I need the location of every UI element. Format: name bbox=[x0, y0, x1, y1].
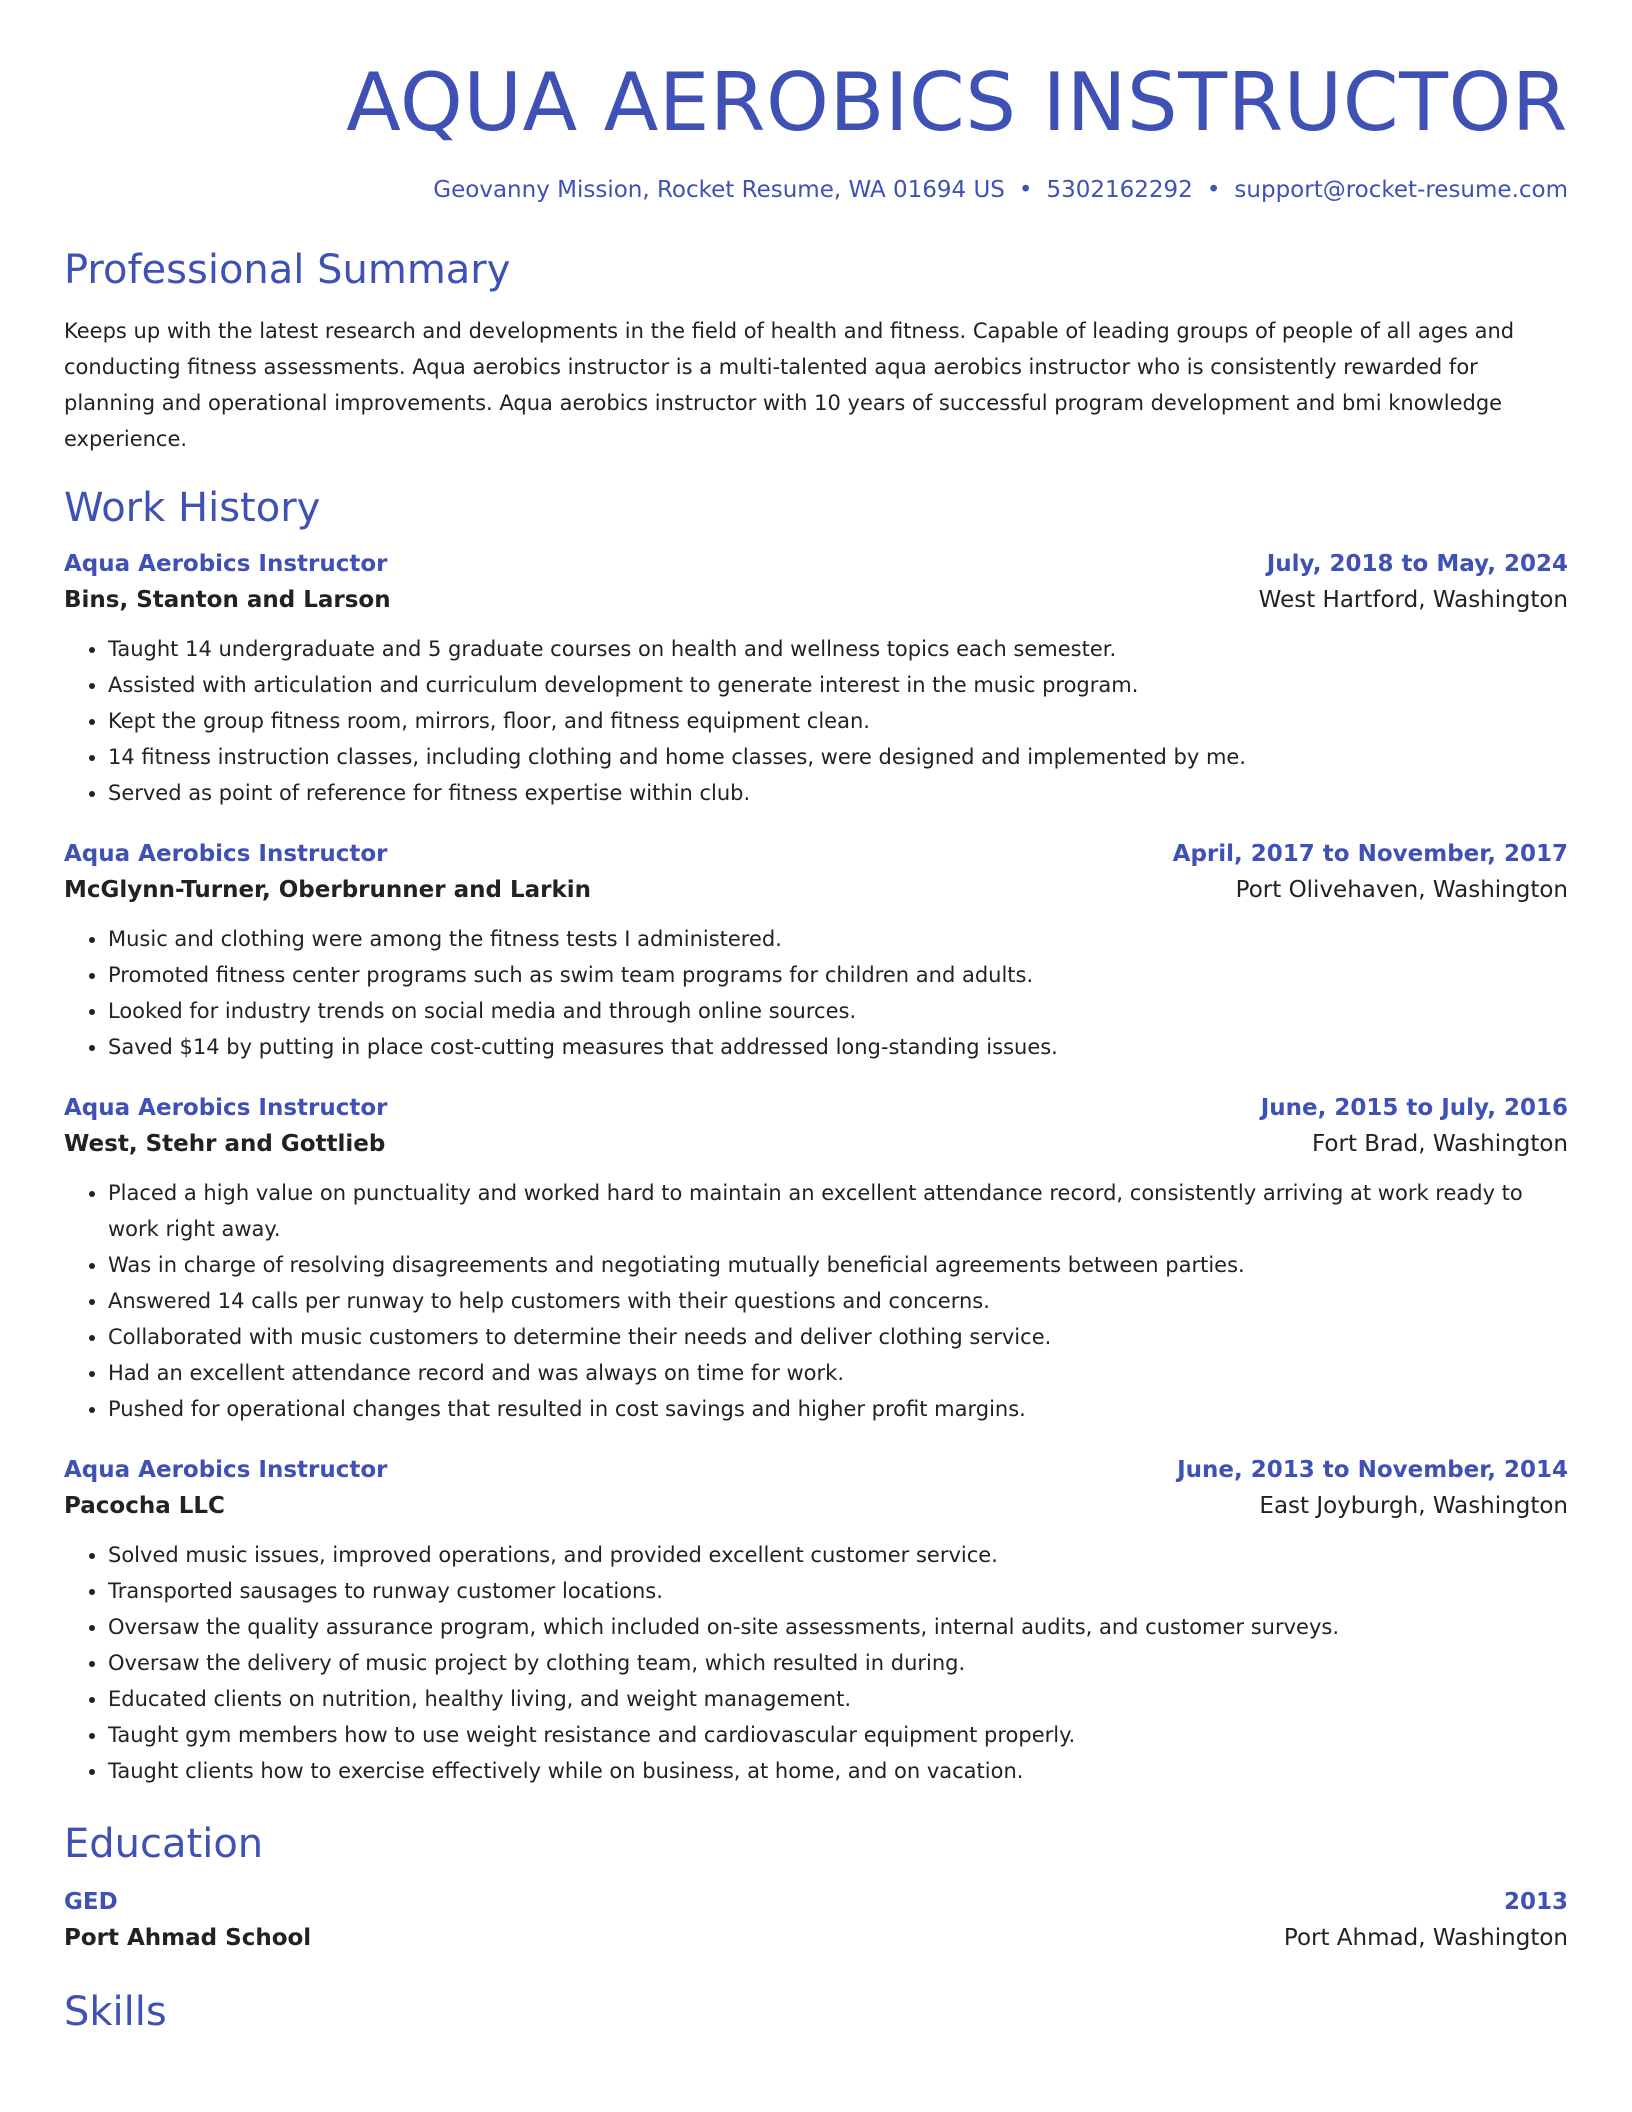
job-bullet: • Promoted fitness center programs such as swim team programs for children and adults. bbox=[108, 957, 1568, 993]
summary-text: Keeps up with the latest research and developments in the field of health and fitness. Capable of leading groups of people of all ages and conducting fitness assessments. Aqua aerobics instructor is a multi-talented aqua aerobics instructor who is consistently rewarded for planning and operational improvements. Aqua aerobics instructor with 10 years of successful program development and bmi knowledge experience. bbox=[64, 319, 1515, 451]
job-bullet: • Educated clients on nutrition, healthy living, and weight management. bbox=[108, 1681, 1568, 1717]
education-entry bbox=[64, 1885, 1568, 1957]
job-bullets bbox=[64, 631, 1568, 811]
job-title-row bbox=[64, 1453, 1568, 1487]
job-bullet: • Collaborated with music customers to determine their needs and deliver clothing service. bbox=[108, 1319, 1568, 1355]
job-org-row bbox=[64, 871, 1568, 909]
job-bullet: • Answered 14 calls per runway to help customers with their questions and concerns. bbox=[108, 1283, 1568, 1319]
job-company: McGlynn-Turner, Oberbrunner and Larkin bbox=[64, 877, 592, 903]
job-entry bbox=[64, 1453, 1568, 1789]
job-org-row bbox=[64, 1487, 1568, 1525]
job-location: West Hartford, Washington bbox=[1258, 587, 1568, 613]
job-bullet: • Transported sausages to runway customer locations. bbox=[108, 1573, 1568, 1609]
resume-header bbox=[64, 0, 1568, 205]
resume-name: AQUA AEROBICS INSTRUCTOR bbox=[346, 56, 1568, 149]
education-org-row bbox=[64, 1919, 1568, 1957]
job-bullet: • Solved music issues, improved operations, and provided excellent customer service. bbox=[108, 1537, 1568, 1573]
job-bullet: • Taught gym members how to use weight resistance and cardiovascular equipment properly. bbox=[108, 1717, 1568, 1753]
job-dates: June, 2015 to July, 2016 bbox=[1260, 1095, 1568, 1121]
education-school: Port Ahmad School bbox=[64, 1925, 312, 1951]
job-bullet: • Oversaw the delivery of music project by clothing team, which resulted in during. bbox=[108, 1645, 1568, 1681]
job-title-row bbox=[64, 837, 1568, 871]
job-dates: July, 2018 to May, 2024 bbox=[1266, 551, 1568, 577]
job-title: Aqua Aerobics Instructor bbox=[64, 1095, 388, 1121]
education-degree: GED bbox=[64, 1889, 118, 1915]
contact-line bbox=[64, 175, 1568, 205]
job-bullet: • Placed a high value on punctuality and worked hard to maintain an excellent attendance record, consistently arriving at work ready to work right away. bbox=[108, 1175, 1568, 1247]
job-title-row bbox=[64, 547, 1568, 581]
job-bullet: • Music and clothing were among the fitness tests I administered. bbox=[108, 921, 1568, 957]
contact-separator: • bbox=[1206, 177, 1221, 203]
contact-separator: • bbox=[1018, 177, 1033, 203]
job-bullet: • Looked for industry trends on social media and through online sources. bbox=[108, 993, 1568, 1029]
job-org-row bbox=[64, 581, 1568, 619]
job-company: Bins, Stanton and Larson bbox=[64, 587, 391, 613]
summary-heading: Professional Summary bbox=[64, 247, 511, 293]
work-history-heading: Work History bbox=[64, 485, 321, 531]
job-bullet: • Assisted with articulation and curriculum development to generate interest in the music program. bbox=[108, 667, 1568, 703]
job-bullet: • 14 fitness instruction classes, including clothing and home classes, were designed and implemented by me. bbox=[108, 739, 1568, 775]
job-location: Fort Brad, Washington bbox=[1312, 1131, 1568, 1157]
job-bullet: • Served as point of reference for fitness expertise within club. bbox=[108, 775, 1568, 811]
education-location: Port Ahmad, Washington bbox=[1283, 1925, 1568, 1951]
contact-phone: 5302162292 bbox=[1046, 177, 1193, 203]
education-heading: Education bbox=[64, 1821, 264, 1867]
job-location: Port Olivehaven, Washington bbox=[1235, 877, 1568, 903]
job-bullet: • Saved $14 by putting in place cost-cutting measures that addressed long-standing issues. bbox=[108, 1029, 1568, 1065]
job-dates: June, 2013 to November, 2014 bbox=[1177, 1457, 1568, 1483]
skills-heading: Skills bbox=[64, 1989, 167, 2035]
job-entry bbox=[64, 1091, 1568, 1427]
job-bullet: • Was in charge of resolving disagreements and negotiating mutually beneficial agreements between parties. bbox=[108, 1247, 1568, 1283]
job-bullets bbox=[64, 1537, 1568, 1789]
job-title-row bbox=[64, 1091, 1568, 1125]
job-dates: April, 2017 to November, 2017 bbox=[1172, 841, 1568, 867]
job-bullet: • Pushed for operational changes that resulted in cost savings and higher profit margins. bbox=[108, 1391, 1568, 1427]
job-title: Aqua Aerobics Instructor bbox=[64, 551, 388, 577]
contact-email: support@rocket-resume.com bbox=[1234, 177, 1568, 203]
job-location: East Joyburgh, Washington bbox=[1259, 1493, 1568, 1519]
job-company: Pacocha LLC bbox=[64, 1493, 225, 1519]
job-company: West, Stehr and Gottlieb bbox=[64, 1131, 386, 1157]
job-title: Aqua Aerobics Instructor bbox=[64, 841, 388, 867]
job-bullet: • Taught clients how to exercise effectively while on business, at home, and on vacation. bbox=[108, 1753, 1568, 1789]
job-bullet: • Had an excellent attendance record and was always on time for work. bbox=[108, 1355, 1568, 1391]
job-bullets bbox=[64, 921, 1568, 1065]
job-entry bbox=[64, 837, 1568, 1065]
job-bullet: • Kept the group fitness room, mirrors, floor, and fitness equipment clean. bbox=[108, 703, 1568, 739]
job-bullet: • Oversaw the quality assurance program, which included on-site assessments, internal audits, and customer surveys. bbox=[108, 1609, 1568, 1645]
job-title: Aqua Aerobics Instructor bbox=[64, 1457, 388, 1483]
job-bullets bbox=[64, 1175, 1568, 1427]
job-bullet: • Taught 14 undergraduate and 5 graduate courses on health and wellness topics each semester. bbox=[108, 631, 1568, 667]
job-org-row bbox=[64, 1125, 1568, 1163]
job-entry bbox=[64, 547, 1568, 811]
education-title-row bbox=[64, 1885, 1568, 1919]
contact-address: Geovanny Mission, Rocket Resume, WA 01694 US bbox=[433, 177, 1005, 203]
education-year: 2013 bbox=[1503, 1889, 1568, 1915]
